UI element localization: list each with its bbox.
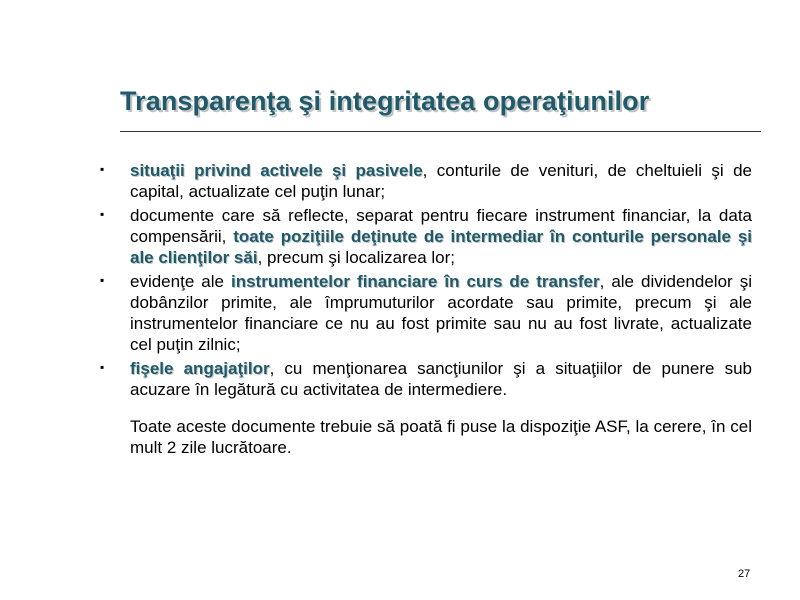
- bullet-text: , ale dividendelor şi dobânzilor primite, ale împrumuturilor acordate sau primite, precum şi ale instrumentelor financiare ce nu au fost primite sau nu au fost livrate, actualizate cel puţin zilnic;: [130, 272, 752, 354]
- bullet-text: evidenţe ale: [130, 272, 231, 291]
- bullet-text: documente care să reflecte, separat pentru fiecare instrument financiar, la data compensării,: [130, 206, 752, 246]
- bullet-highlight-text: instrumentelor financiare în curs de transfer: [231, 272, 600, 291]
- bullet-square-icon: ▪: [100, 360, 105, 374]
- page-number: 27: [738, 568, 751, 580]
- bullet-item-4: [100, 358, 752, 400]
- bullet-square-icon: ▪: [100, 207, 105, 221]
- bullet-square-icon: ▪: [100, 162, 105, 176]
- bullet-highlight-text: fişele angajaţilor: [130, 359, 270, 378]
- bullet-text: , precum şi localizarea lor;: [257, 248, 456, 267]
- title-divider: [120, 131, 761, 132]
- bullet-text: , conturile de venituri, de cheltuieli şi de capital, actualizate cel puţin lunar;: [130, 161, 752, 201]
- slide-title: Transparenţa şi integritatea operaţiunilor: [120, 86, 650, 116]
- bullet-highlight-text: situaţii privind activele şi pasivele: [130, 161, 423, 180]
- bullet-highlight-text: toate poziţiile deţinute de intermediar în conturile personale şi ale clienţilor săi: [130, 227, 752, 267]
- slide-body: [100, 160, 752, 458]
- bullet-item-1: [100, 160, 752, 202]
- bullet-text: , cu menţionarea sancţiunilor şi a situaţiilor de punere sub acuzare în legătură cu activitatea de intermediere.: [130, 359, 752, 399]
- closing-paragraph: Toate aceste documente trebuie să poată fi puse la dispoziţie ASF, la cerere, în cel mult 2 zile lucrătoare.: [130, 417, 752, 457]
- bullet-item-2: [100, 205, 752, 268]
- bullet-square-icon: ▪: [100, 273, 105, 287]
- bullet-item-3: [100, 271, 752, 355]
